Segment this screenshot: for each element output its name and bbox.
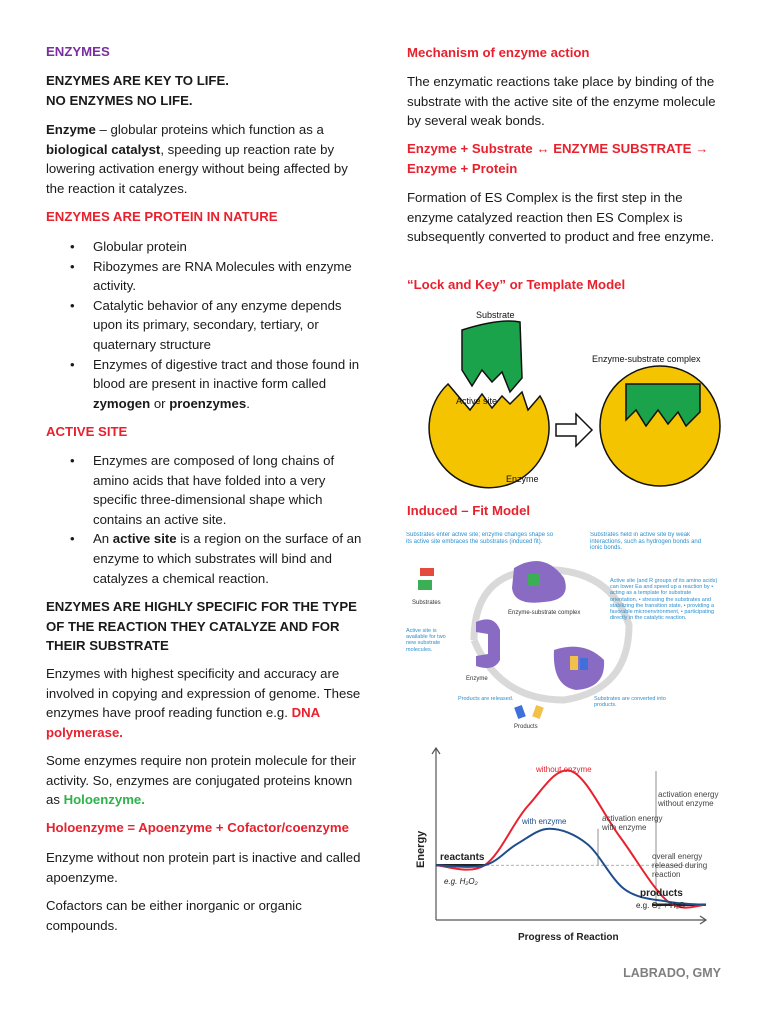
list-item: • Ribozymes are RNA Molecules with enzyme activity. bbox=[46, 257, 366, 296]
free-enzyme-shape bbox=[476, 619, 500, 668]
dna-polymerase-term: DNA polymerase. bbox=[46, 705, 320, 740]
holoenzyme-equation: Holoenzyme = Apoenzyme + Cofactor/coenzyme bbox=[46, 820, 349, 835]
item-text: is a region on the surface of an enzyme to which substrates will bind and catalyzes a chemical reaction. bbox=[93, 531, 362, 586]
complex-label: Enzyme-substrate complex bbox=[592, 354, 701, 364]
substrate-green-shape bbox=[418, 580, 432, 590]
spec-text: Enzymes with highest specificity and accuracy are involved in copying and expression of genome. These enzymes have proof reading function e.g. bbox=[46, 666, 361, 721]
es-complex-paragraph: Formation of ES Complex is the first step in the enzyme catalyzed reaction then ES Complex is subsequently converted to product and free enzyme. bbox=[407, 190, 715, 245]
with-enzyme-label: with enzyme bbox=[522, 817, 567, 826]
item-text: An bbox=[93, 531, 113, 547]
substrates-label: Substrates bbox=[412, 600, 441, 606]
spec-text: Some enzymes require non protein molecule for their activity. So, enzymes are conjugated proteins known as bbox=[46, 753, 357, 808]
induced-fit-diagram bbox=[404, 530, 722, 730]
def-bold-1: biological catalyst bbox=[46, 141, 161, 157]
induced-fit-heading: Induced – Fit Model bbox=[407, 503, 531, 518]
reactants-label: reactants bbox=[440, 852, 485, 863]
def-term: Enzyme bbox=[46, 122, 96, 137]
without-enzyme-label: without enzyme bbox=[536, 765, 592, 774]
mechanism-heading: Mechanism of enzyme action bbox=[407, 45, 590, 60]
apoenzyme-paragraph: Enzyme without non protein part is inactive and called apoenzyme. bbox=[46, 850, 361, 885]
step-3-text: Active site (and R groups of its amino acids) can lower Ea and speed up a reaction by • acting as a template for substrate orientation, • stressing the substrates and stabilizing the transition state, • providing a favorable microenvironment, • participating directly in the catalytic reaction. bbox=[610, 578, 718, 622]
overall-energy-label: overall energy released during reaction bbox=[652, 852, 708, 879]
holoenzyme-term: Holoenzyme. bbox=[63, 792, 145, 808]
list-item bbox=[46, 529, 366, 588]
act-without-label: activation energy without enzyme bbox=[658, 790, 719, 808]
substrate-red-shape bbox=[420, 568, 434, 576]
chart-annotations bbox=[415, 765, 722, 943]
def-text-1: – globular proteins which function as a bbox=[95, 122, 324, 137]
key-line-1: ENZYMES ARE KEY TO LIFE. bbox=[46, 73, 229, 88]
enzyme-label: Enzyme bbox=[506, 474, 539, 484]
footer-author: LABRADO, GMY bbox=[623, 966, 721, 980]
def-text-2: , speeding up reaction rate by lowering activation energy without being affected by the reaction it catalyzes. bbox=[46, 141, 348, 196]
products-label: Products bbox=[514, 724, 538, 730]
step-4-text: Substrates are converted into products. bbox=[594, 696, 666, 709]
lock-and-key-diagram bbox=[410, 300, 730, 490]
arrow-icon bbox=[556, 414, 592, 446]
active-site-term: active site bbox=[112, 531, 177, 547]
enzymes-title: ENZYMES bbox=[46, 44, 110, 59]
list-item: • Enzymes are composed of long chains of amino acids that have folded into a very specific three-dimensional shape which contains an active site. bbox=[46, 451, 366, 529]
step-1-text: Substrates enter active site; enzyme changes shape so its active site embraces the substrates (induced fit). bbox=[406, 532, 554, 545]
enzyme-definition bbox=[46, 120, 366, 198]
active-site-label: Active site bbox=[456, 396, 498, 406]
step-2-text: Substrates held in active site by weak interactions, such as hydrogen bonds and ionic bonds. bbox=[590, 532, 702, 551]
active-site-list bbox=[46, 451, 366, 588]
step-5-text: Products are released. bbox=[458, 696, 514, 702]
enzyme-label: Enzyme bbox=[466, 676, 488, 682]
active-site-heading: ACTIVE SITE bbox=[46, 424, 128, 439]
specificity-paragraph bbox=[46, 664, 366, 742]
protein-list bbox=[46, 237, 366, 413]
proenzymes-term: proenzymes bbox=[169, 395, 247, 411]
x-axis-label: Progress of Reaction bbox=[518, 932, 619, 943]
item-text: or bbox=[150, 395, 170, 411]
products-label: products bbox=[640, 888, 683, 899]
cofactor-paragraph: Cofactors can be either inorganic or organic compounds. bbox=[46, 898, 302, 933]
act-with-label: activation energy with enzyme bbox=[602, 814, 663, 832]
released-product-yellow bbox=[532, 705, 544, 719]
equation-line-2: Enzyme + Protein bbox=[407, 161, 518, 176]
holoenzyme-paragraph bbox=[46, 751, 366, 810]
product-blue-shape bbox=[580, 658, 588, 670]
step-6-text: Active site is available for two new substrate molecules. bbox=[406, 628, 446, 653]
product-complex-shape bbox=[554, 647, 604, 690]
y-axis-label: Energy bbox=[415, 830, 427, 868]
list-item: • Globular protein bbox=[46, 237, 366, 257]
list-item bbox=[46, 355, 366, 414]
item-text: Enzymes of digestive tract and those found in blood are present in inactive form called bbox=[93, 356, 360, 392]
substrate-shape bbox=[462, 321, 522, 392]
protein-heading: ENZYMES ARE PROTEIN IN NATURE bbox=[46, 209, 278, 224]
specific-heading: ENZYMES ARE HIGHLY SPECIFIC FOR THE TYPE OF THE REACTION THEY CATALYZE AND FOR THEIR SUBSTRATE bbox=[46, 599, 357, 654]
key-line-2: NO ENZYMES NO LIFE. bbox=[46, 93, 193, 108]
equation-line-1: Enzyme + Substrate ↔ ENZYME SUBSTRATE → bbox=[407, 141, 709, 156]
reactants-example: e.g. H₂O₂ bbox=[444, 877, 478, 886]
product-yellow-shape bbox=[570, 656, 578, 670]
list-item: • Catalytic behavior of any enzyme depends upon its primary, secondary, tertiary, or quaternary structure bbox=[46, 296, 366, 355]
substrate-label: Substrate bbox=[476, 310, 515, 320]
mechanism-paragraph: The enzymatic reactions take place by binding of the substrate with the active site of the enzyme molecule by several weak bonds. bbox=[407, 74, 716, 129]
products-example: e.g. O₂ + H₂O bbox=[636, 901, 686, 910]
complex-substrate-shape bbox=[528, 574, 540, 586]
energy-chart bbox=[406, 738, 722, 946]
item-text: . bbox=[246, 395, 250, 411]
complex-label: Enzyme-substrate complex bbox=[508, 610, 581, 616]
zymogen-term: zymogen bbox=[93, 395, 151, 411]
lock-key-heading: “Lock and Key” or Template Model bbox=[407, 277, 626, 292]
